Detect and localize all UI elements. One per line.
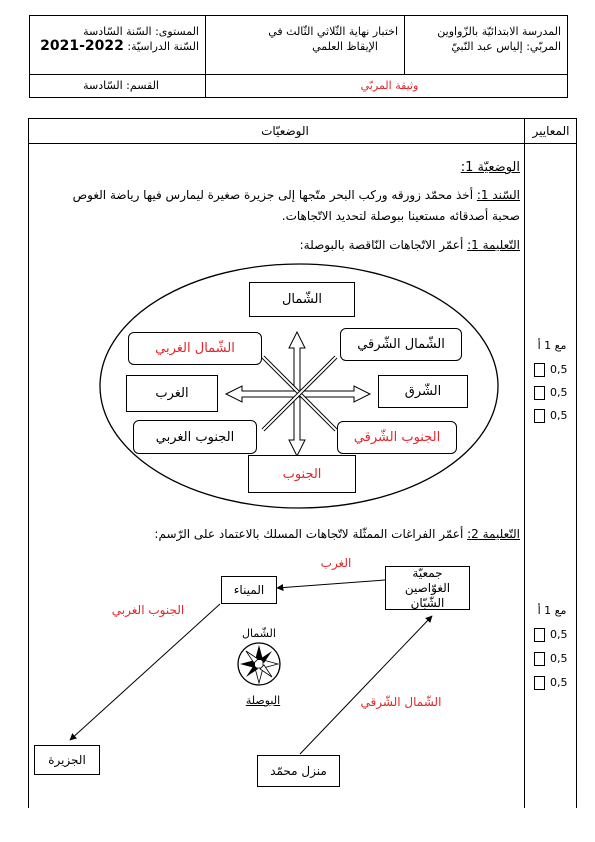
exam-subject: الإيقاظ العلمي [312, 40, 378, 53]
support-paragraph [36, 185, 520, 227]
criteria-1-score-2: 0,5 [550, 386, 568, 399]
school-year: 2021-2022 [40, 38, 124, 54]
criteria-1-label: مع 1 أ [537, 339, 567, 352]
criteria-2-score-1: 0,5 [550, 628, 568, 641]
section: القسم: السّادسة [83, 79, 159, 92]
instruction-1 [150, 238, 520, 252]
criteria-2-score-3: 0,5 [550, 676, 568, 689]
instruction-2-text: أعمّر الفراغات الممثّلة لاتّجاهات المسلك بالاعتماد على الرّسم: [154, 527, 464, 541]
map-compass-north: الشّمال [242, 627, 276, 640]
situation-title-text: الوضعيّة 1: [460, 160, 520, 175]
header-row-divider [28, 143, 577, 144]
school-year-row [36, 39, 199, 54]
level: المستوى: السّنة السّادسة [83, 25, 199, 38]
map-port-box: الميناء [221, 576, 277, 604]
map-dir-northeast: الشّمال الشّرقي [360, 695, 442, 709]
criteria-1-checkbox-1[interactable] [534, 363, 545, 377]
criteria-1-score-3: 0,5 [550, 409, 568, 422]
header-school-cell [404, 15, 568, 75]
support-line-1 [36, 185, 520, 206]
criteria-column-divider [524, 118, 525, 808]
teacher-name: المربّي: إلياس عبد النّبيّ [451, 40, 561, 53]
map-club-box [385, 566, 470, 610]
map-dir-southwest: الجنوب الغربي [111, 603, 185, 617]
col-criteria-header: المعايير [532, 124, 570, 138]
criteria-2-checkbox-2[interactable] [534, 652, 545, 666]
instruction-1-label: التّعليمة 1: [467, 238, 520, 252]
header-exam-cell [205, 15, 405, 75]
compass-south-box: الجنوب [248, 455, 356, 493]
support-label: السّند 1: [476, 188, 520, 202]
criteria-1-checkbox-2[interactable] [534, 386, 545, 400]
compass-north-box: الشّمال [249, 282, 355, 317]
header-section-cell [29, 74, 206, 98]
situation-title [300, 160, 520, 175]
route-home-to-club [300, 616, 432, 754]
compass-rose-icon [238, 643, 280, 685]
instruction-2 [100, 527, 520, 541]
header-document-type-cell [205, 74, 568, 98]
criteria-2-label: مع 1 أ [537, 604, 567, 617]
criteria-2-score-2: 0,5 [550, 652, 568, 665]
school-year-label: السّنة الدراسيّة: [127, 40, 199, 53]
col-situations-header: الوضعيّات [261, 124, 309, 138]
criteria-1-checkbox-3[interactable] [534, 409, 545, 423]
map-compass-label-text: البوصلة [245, 694, 281, 707]
compass-southeast-box: الجنوب الشّرقي [337, 421, 457, 454]
route-club-to-port [277, 580, 385, 588]
exam-title: اختبار نهاية الثّلاثي الثّالث في [268, 25, 398, 38]
instruction-2-label: التّعليمة 2: [467, 527, 520, 541]
map-compass-label [239, 694, 287, 707]
support-text-1: أخذ محمّد زورقه وركب البحر متّجها إلى جزيرة صغيرة ليمارس فيها رياضة الغوص [72, 188, 474, 202]
criteria-2-checkbox-1[interactable] [534, 628, 545, 642]
instruction-1-text: أعمّر الاتّجاهات النّاقصة بالبوصلة: [299, 238, 464, 252]
header-level-cell [29, 15, 206, 75]
map-dir-west: الغرب [320, 556, 352, 570]
document-type: وثيقة المربّي [360, 79, 419, 92]
criteria-1-score-1: 0,5 [550, 363, 568, 376]
compass-southwest-box: الجنوب الغربي [133, 420, 257, 454]
map-island-box: الجزيرة [34, 745, 100, 775]
route-port-to-island [70, 604, 220, 740]
compass-east-box: الشّرق [378, 375, 468, 408]
support-text-2: صحبة أصدقائه مستعينا ببوصلة لتحديد الاتّجاهات. [281, 209, 520, 223]
map-club-label: جمعيّة الغوّاصين الشّبّان [404, 565, 451, 610]
compass-northeast-box: الشّمال الشّرقي [340, 328, 462, 361]
school-name: المدرسة الابتدائيّة بالزّواوين [437, 25, 561, 38]
criteria-2-checkbox-3[interactable] [534, 676, 545, 690]
compass-northwest-box: الشّمال الغربي [128, 332, 262, 365]
compass-west-box: الغرب [126, 375, 218, 412]
map-home-box: منزل محمّد [257, 755, 340, 787]
